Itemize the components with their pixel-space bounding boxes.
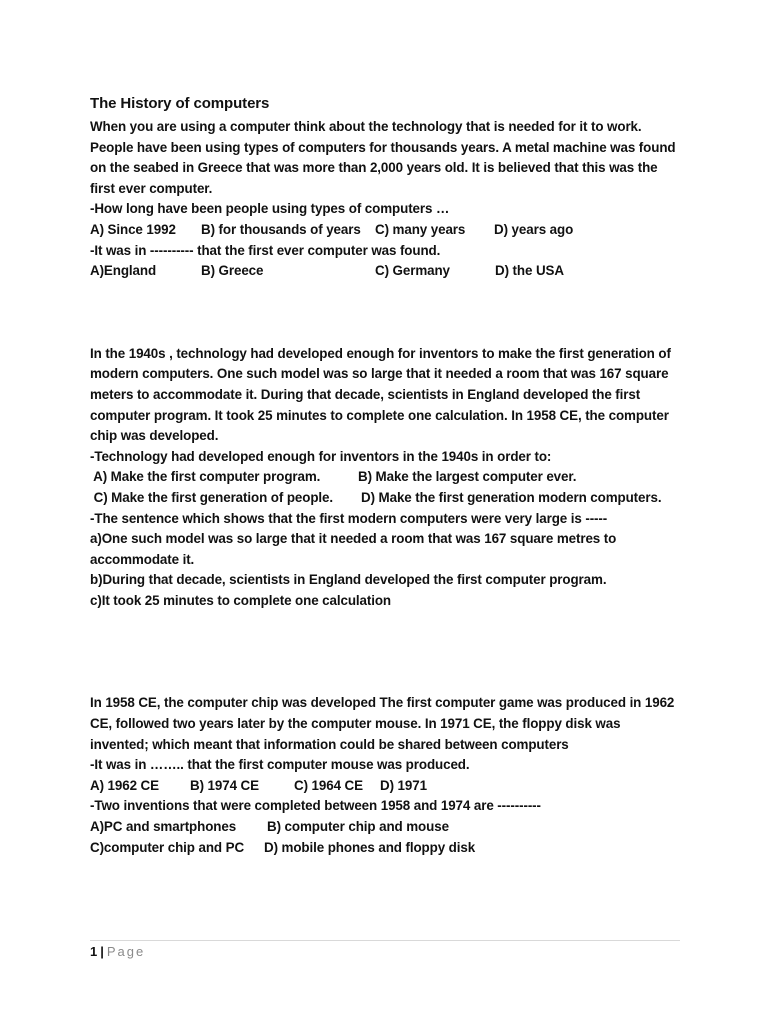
option-a: A)PC and smartphones (90, 819, 237, 835)
option-c: C) 1964 CE (294, 777, 363, 793)
question-1: -It was in …….. that the first computer mouse was produced. (90, 757, 470, 773)
option-d: D) Make the first generation modern computers. (361, 489, 662, 505)
paragraph-line: CE, followed two years later by the computer mouse. In 1971 CE, the floppy disk was (90, 716, 621, 732)
footer-separator: | (100, 944, 104, 959)
option-c: C) many years (375, 221, 466, 237)
option-c: C)computer chip and PC (90, 839, 245, 855)
option-a: A) Since 1992 (90, 221, 176, 237)
paragraph-line: When you are using a computer think about the technology that is needed for it to work. (90, 119, 642, 134)
option-a: A) 1962 CE (90, 777, 159, 793)
option-d: D) 1971 (380, 777, 427, 793)
question-2-options (90, 261, 690, 282)
option-a: a)One such model was so large that it needed a room that was 167 square metres to (90, 531, 617, 547)
paragraph-line: computer program. It took 25 minutes to complete one calculation. In 1958 CE, the computer (90, 407, 669, 423)
page-number: 1 (90, 944, 98, 959)
section-2 (90, 344, 690, 612)
option-b: b)During that decade, scientists in England developed the first computer program. (90, 572, 607, 588)
document-body (90, 94, 690, 858)
option-a-continued: accommodate it. (90, 551, 195, 567)
paragraph-line: In the 1940s , technology had developed enough for inventors to make the first generation of (90, 345, 671, 361)
option-c: c)It took 25 minutes to complete one calculation (90, 592, 392, 608)
question-2: -It was in ---------- that the first ever computer was found. (90, 242, 441, 258)
spacer (90, 282, 690, 344)
question-1: -Technology had developed enough for inventors in the 1940s in order to: (90, 448, 552, 464)
question-1-options (90, 220, 690, 241)
question-1: -How long have been people using types of computers … (90, 201, 450, 217)
paragraph-line: People have been using types of computers for thousands years. A metal machine was found (90, 139, 676, 155)
paragraph-line: first ever computer. (90, 180, 213, 196)
paragraph-line: In 1958 CE, the computer chip was developed The first computer game was produced in 1962 (90, 695, 675, 711)
question-2: -The sentence which shows that the first modern computers were very large is ----- (90, 510, 608, 526)
question-2-options-row-2 (90, 838, 690, 859)
option-d: D) the USA (495, 263, 564, 279)
footer-divider (90, 940, 680, 941)
option-b: B) Make the largest computer ever. (358, 469, 577, 485)
option-b: B) computer chip and mouse (267, 819, 449, 835)
paragraph-line: chip was developed. (90, 428, 219, 444)
option-b: B) 1974 CE (190, 777, 259, 793)
page-title: The History of computers (90, 95, 270, 112)
option-b: B) for thousands of years (201, 221, 361, 237)
section-3 (90, 693, 690, 858)
page-label: Page (106, 944, 146, 959)
question-2-options-row-1 (90, 817, 690, 838)
page-footer (90, 943, 145, 961)
spacer (90, 611, 690, 693)
question-1-options-row-1 (90, 467, 690, 488)
question-1-options (90, 776, 690, 797)
option-d: D) mobile phones and floppy disk (264, 839, 476, 855)
paragraph-line: on the seabed in Greece that was more than 2,000 years old. It is believed that this was the (90, 160, 658, 176)
paragraph-line: modern computers. One such model was so large that it needed a room that was 167 square (90, 366, 669, 382)
option-c: C) Make the first generation of people. (90, 489, 334, 505)
section-1 (90, 117, 690, 282)
question-2: -Two inventions that were completed between 1958 and 1974 are ---------- (90, 798, 541, 814)
paragraph-line: meters to accommodate it. During that decade, scientists in England developed the first (90, 386, 641, 402)
option-a: A)England (90, 263, 157, 279)
option-c: C) Germany (375, 263, 450, 279)
paragraph-line: invented; which meant that information could be shared between computers (90, 736, 569, 752)
option-d: D) years ago (494, 221, 574, 237)
option-a: A) Make the first computer program. (90, 469, 321, 485)
question-1-options-row-2 (90, 488, 690, 509)
option-b: B) Greece (201, 263, 264, 279)
